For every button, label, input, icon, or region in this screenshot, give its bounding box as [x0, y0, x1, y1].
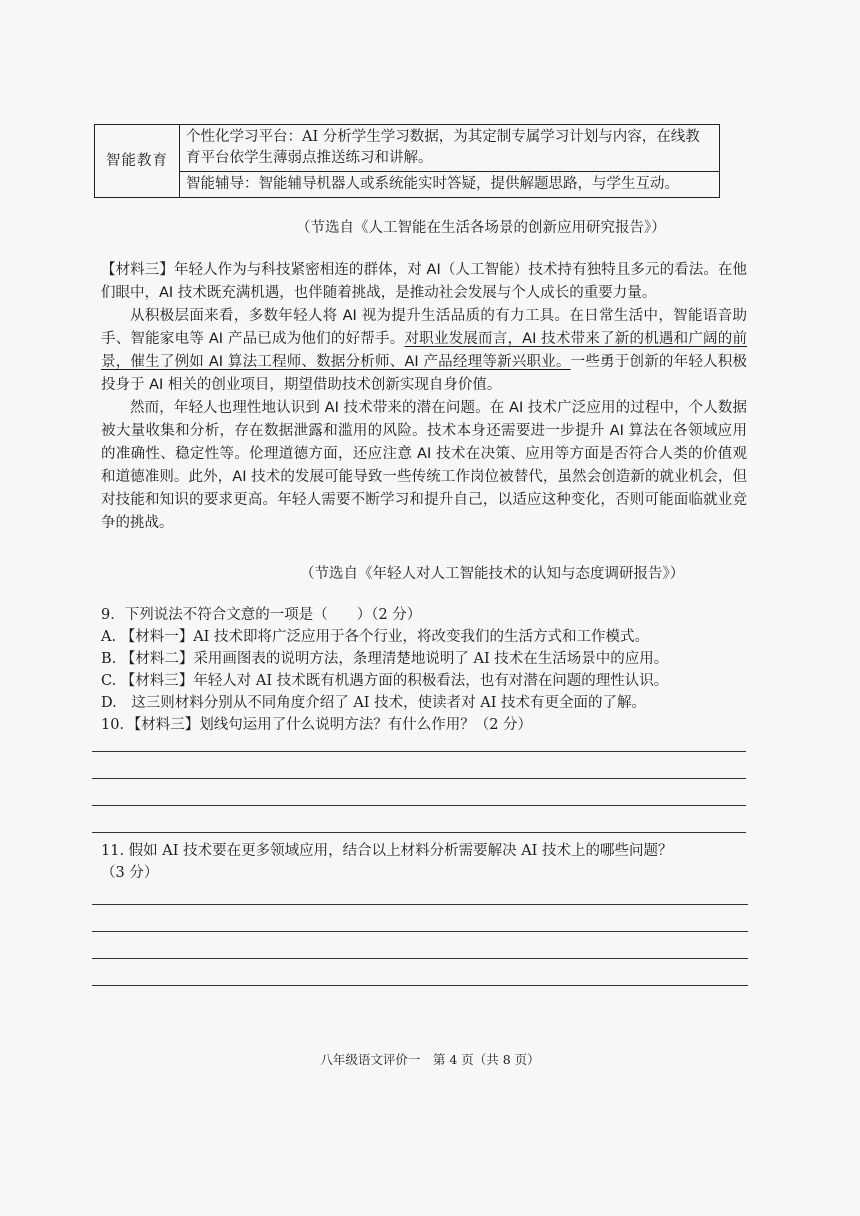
answer-line[interactable] — [92, 832, 746, 833]
answer-line[interactable] — [92, 751, 746, 752]
material3-paragraph-3: 然而，年轻人也理性地认识到 AI 技术带来的潜在问题。在 AI 技术广泛应用的过程中，个人数据被大量收集和分析，存在数据泄露和滥用的风险。技术本身还需要进一步提升 AI 算法在各领域应用的准确性、稳定性等。伦理道德方面，还应注意 AI 技术在决策、应用等方面是否符合人类的价值观和道德准则。此外，AI 技术的发展可能导致一些传统工作岗位被替代，虽然会创造新的就业机会，但对技能和知识的要求更高。年轻人需要不断学习和提升自己，以适应这种变化，否则可能面临就业竞争的挑战。 — [101, 400, 747, 531]
option-c: C. 【材料三】年轻人对 AI 技术既有机遇方面的积极看法，也有对潜在问题的理性认识。 — [101, 673, 669, 689]
material2-source: （节选自《人工智能在生活各场景的创新应用研究报告》） — [296, 220, 666, 236]
material3-paragraph-2 — [101, 305, 747, 397]
answer-line[interactable] — [92, 805, 746, 806]
answer-line[interactable] — [92, 778, 746, 779]
option-d: D. 这三则材料分别从不同角度介绍了 AI 技术，使读者对 AI 技术有更全面的了解。 — [101, 695, 647, 711]
question-10: 10．【材料三】划线句运用了什么说明方法？有什么作用？（2 分） — [101, 717, 533, 733]
answer-line[interactable] — [92, 985, 748, 986]
material3-source: （节选自《年轻人对人工智能技术的认知与态度调研报告》） — [300, 566, 685, 582]
question-11-line-2: （3 分） — [101, 865, 159, 881]
table-row: 智能辅导：智能辅导机器人或系统能实时答疑，提供解题思路，与学生互动。 — [180, 172, 720, 198]
question-9 — [101, 604, 761, 736]
question-9-stem: 9．下列说法不符合文意的一项是（ ）（2 分） — [101, 607, 422, 623]
material3-text — [101, 259, 747, 535]
answer-line[interactable] — [92, 904, 748, 905]
question-11 — [101, 840, 761, 884]
table-category: 智能教育 — [95, 125, 180, 198]
material3-p2-end: 一些勇于创新的年轻人积极投身于 AI 相关的创业项目，期望借助技术创新实现自身价值。 — [101, 354, 747, 393]
material3-p2-start: 从积极层面来看，多数年轻人将 AI 视为提升生活品质的有力工具。在日常生活中，智能语音助手、智能家电等 AI 产品已成为他们的好帮手。 — [101, 308, 747, 347]
option-b: B. 【材料二】采用画图表的说明方法，条理清楚地说明了 AI 技术在生活场景中的应用。 — [101, 651, 669, 667]
material3-paragraph-1: 【材料三】年轻人作为与科技紧密相连的群体，对 AI（人工智能）技术持有独特且多元的看法。在他们眼中，AI 技术既充满机遇，也伴随着挑战，是推动社会发展与个人成长的重要力量。 — [101, 262, 747, 301]
option-a: A. 【材料一】AI 技术即将广泛应用于各个行业，将改变我们的生活方式和工作模式。 — [101, 629, 649, 645]
table-row: 个性化学习平台：AI 分析学生学习数据，为其定制专属学习计划与内容，在线教育平台依学生薄弱点推送练习和讲解。 — [180, 125, 720, 172]
answer-line[interactable] — [92, 958, 748, 959]
answer-line[interactable] — [92, 931, 748, 932]
page-footer: 八年级语文评价一 第 4 页（共 8 页） — [320, 1052, 540, 1067]
underlined-sentence: 对职业发展而言，AI 技术带来了新的机遇和广阔的前景，催生了例如 AI 算法工程师、数据分析师、AI 产品经理等新兴职业。 — [101, 331, 747, 370]
application-table — [94, 124, 720, 198]
question-11-line-1: 11. 假如 AI 技术要在更多领域应用，结合以上材料分析需要解决 AI 技术上的哪些问题？ — [101, 843, 673, 859]
